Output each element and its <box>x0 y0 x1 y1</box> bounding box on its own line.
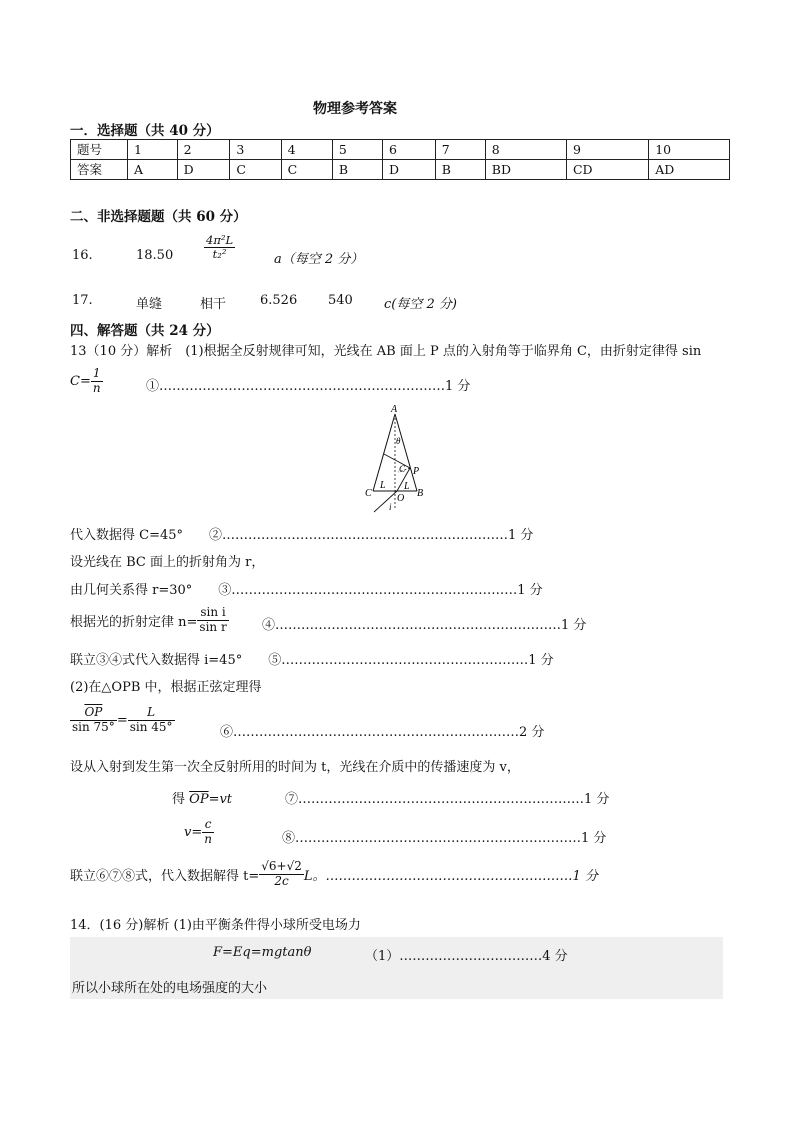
prism-edge-ab <box>395 414 420 491</box>
row-label-number: 题号 <box>71 140 128 160</box>
table-cell: 4 <box>281 140 332 160</box>
table-cell: D <box>177 160 230 180</box>
table-cell: 9 <box>566 140 648 160</box>
label-c-angle: C <box>399 464 406 474</box>
fraction-numerator: 1 <box>91 367 103 382</box>
label-p: P <box>413 466 420 477</box>
line-r: 设光线在 BC 面上的折射角为 r， <box>70 555 265 570</box>
table-cell: AD <box>649 160 730 180</box>
label-b: B <box>417 488 424 499</box>
table-cell: 1 <box>128 140 178 160</box>
equation-7 <box>172 788 232 807</box>
q17-answer2: 相干 <box>200 297 227 312</box>
table-cell: BD <box>485 160 566 180</box>
table-cell: 8 <box>485 140 566 160</box>
q14-intro: 14．(16 分)解析 (1)由平衡条件得小球所受电场力 <box>70 918 361 933</box>
q17-answer4: 540 <box>328 293 353 308</box>
fraction-denominator: n <box>204 831 212 846</box>
table-cell: D <box>383 160 436 180</box>
table-row <box>71 160 730 180</box>
eq1-left: C= <box>70 373 91 389</box>
eq7-op: $\overline{OP}$ <box>189 792 209 807</box>
fraction-denominator: 2c <box>274 873 289 888</box>
label-o: O <box>397 493 405 504</box>
table-cell: CD <box>566 160 648 180</box>
eq7-left: 得 <box>172 792 186 807</box>
equation-2: 代入数据得 C=45° ②…………………………………………………………1 分 <box>70 528 534 543</box>
q17-answer1: 单缝 <box>136 297 163 312</box>
equation-3: 由几何关系得 r=30° ③…………………………………………………………1 分 <box>70 583 543 598</box>
section1-heading: 一．选择题（共 40 分） <box>70 123 220 139</box>
label-a: A <box>391 404 398 415</box>
fraction-numerator: 4π²L <box>206 233 234 247</box>
label-l2: L <box>404 481 410 492</box>
q17-number: 17. <box>72 293 93 308</box>
section2-heading: 二、非选择题题（共 60 分） <box>70 209 247 225</box>
label-i: i <box>389 502 392 512</box>
table-cell: B <box>435 160 485 180</box>
label-c: C <box>365 488 372 499</box>
label-l1: L <box>380 480 386 491</box>
table-cell: 10 <box>649 140 730 160</box>
fraction-denominator: t₂² <box>212 247 227 262</box>
table-row <box>71 140 730 160</box>
equation-9 <box>70 860 598 889</box>
eq4-left: 根据光的折射定律 n= <box>70 614 198 630</box>
q16-answer3: a（每空 2 分） <box>274 252 364 267</box>
fraction-denominator: sin 75° <box>72 719 115 734</box>
fraction-denominator: sin r <box>199 619 227 634</box>
fraction-numerator: √6+√2 <box>261 859 302 873</box>
table-cell: A <box>128 160 178 180</box>
equation-5: 联立③④式代入数据得 i=45° ⑤…………………………………………………1 分 <box>70 653 554 668</box>
equation-6: $\frac{\overline{OP}}{\sin 75^\circ}$ = $\frac{L}{\sin 45^\circ}$ <box>72 705 173 734</box>
table-cell: 7 <box>435 140 485 160</box>
table-cell: B <box>332 160 382 180</box>
table-cell: 6 <box>383 140 436 160</box>
table-cell: C <box>281 160 332 180</box>
eq7-mark: ⑦…………………………………………………………1 分 <box>285 792 610 807</box>
section4-heading: 四、解答题（共 24 分） <box>70 323 220 339</box>
fraction-numerator: sin i <box>197 606 228 621</box>
fraction-numerator: L <box>128 706 175 721</box>
eq10-mark: （1）……………………………4 分 <box>365 949 568 964</box>
fraction-numerator: $\overline{OP}$ <box>70 706 117 721</box>
eq1-mark: ①…………………………………………………………1 分 <box>146 379 471 394</box>
fraction-denominator: sin 45° <box>129 719 173 734</box>
fraction-denominator: n <box>92 380 101 395</box>
eq8-mark: ⑧…………………………………………………………1 分 <box>282 831 607 846</box>
table-cell: 3 <box>230 140 281 160</box>
line-t: 设从入射到发生第一次全反射所用的时间为 t，光线在介质中的传播速度为 v， <box>70 760 520 775</box>
label-theta: θ <box>396 436 401 446</box>
eq7-right: =vt <box>208 792 233 807</box>
eq4-mark: ④…………………………………………………………1 分 <box>262 618 587 633</box>
reflected-ray <box>384 454 410 468</box>
equation-4 <box>70 606 229 635</box>
q13-intro: 13（10 分）解析 (1)根据全反射规律可知，光线在 AB 面上 P 点的入射角等于临界角 C，由折射定律得 sin <box>70 344 702 359</box>
eq8-left: v= <box>184 824 203 840</box>
eq6-mark: ⑥…………………………………………………………2 分 <box>220 725 545 740</box>
part2-intro: (2)在△OPB 中，根据正弦定理得 <box>70 680 262 695</box>
answer-table <box>70 139 730 180</box>
equation-8 <box>184 818 214 847</box>
q16-number: 16. <box>72 248 93 263</box>
q16-answer2 <box>204 234 235 261</box>
eq9-left: 联立⑥⑦⑧式，代入数据解得 t= <box>70 868 260 884</box>
row-label-answer: 答案 <box>71 160 128 180</box>
q16-answer1: 18.50 <box>136 248 174 263</box>
q17-answer3: 6.526 <box>260 293 298 308</box>
equation-10: F=Eq=mgtanθ <box>213 945 312 960</box>
equation-1 <box>70 367 103 396</box>
table-cell: C <box>230 160 281 180</box>
eq9-right: L。…………………………………………………1 分 <box>303 868 598 884</box>
table-cell: 5 <box>332 140 382 160</box>
q17-answer5: c(每空 2 分) <box>384 297 457 312</box>
table-cell: 2 <box>177 140 230 160</box>
prism-diagram <box>360 402 440 514</box>
incident-ray <box>374 491 397 512</box>
page-title: 物理参考答案 <box>313 101 397 117</box>
q14-last-line: 所以小球所在处的电场强度的大小 <box>72 981 268 996</box>
fraction-numerator: c <box>202 818 214 833</box>
